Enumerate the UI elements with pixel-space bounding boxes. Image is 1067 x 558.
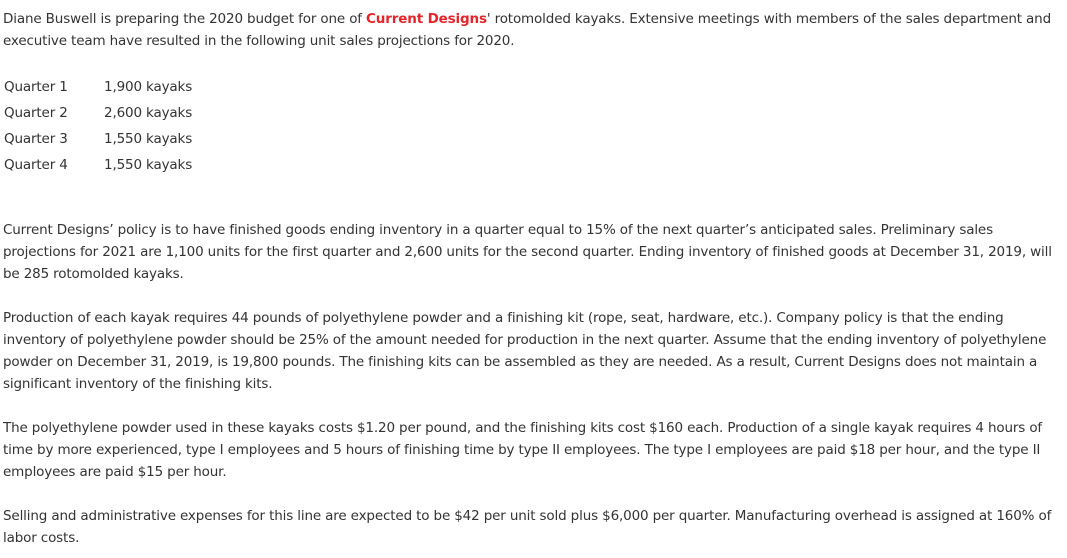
- costs-paragraph: The polyethylene powder used in these kayaks costs $1.20 per pound, and the finishing kits cost $160 each. Production of a single kayak requires 4 hours of time by more experienced, type I employees and 5 hours of finishing time by type II employees. The type I employees are paid $18 per hour, and the type II employees are paid $15 per hour.: [3, 420, 1043, 480]
- quarter-units: 1,550 kayaks: [104, 131, 193, 147]
- intro-paragraph: [3, 8, 1059, 52]
- intro-text-before: Diane Buswell is preparing the 2020 budget for one of: [3, 11, 367, 27]
- quarter-label: Quarter 3: [4, 131, 68, 147]
- quarter-label: Quarter 2: [4, 105, 68, 121]
- table-row: [4, 74, 192, 100]
- selling-expenses-paragraph: Selling and administrative expenses for this line are expected to be $42 per unit sold plus $6,000 per quarter. Manufacturing overhead is assigned at 160% of labor costs.: [3, 508, 1052, 546]
- company-name-highlight: Current Designs: [366, 11, 487, 27]
- production-paragraph: Production of each kayak requires 44 pounds of polyethylene powder and a finishing kit (rope, seat, hardware, etc.). Company policy is that the ending inventory of polyethylene powder should be 25% of the amount needed for production in the next quarter. Assume that the ending inventory of polyethylene powder on December 31, 2019, is 19,800 pounds. The finishing kits can be assembled as they are needed. As a result, Current Designs does not maintain a significant inventory of the finishing kits.: [3, 310, 1047, 392]
- quarter-label: Quarter 1: [4, 79, 68, 95]
- quarter-units: 1,550 kayaks: [104, 157, 193, 173]
- inventory-policy-paragraph: Current Designs’ policy is to have finished goods ending inventory in a quarter equal to 15% of the next quarter’s anticipated sales. Preliminary sales projections for 2021 are 1,100 units for the first quarter and 2,600 units for the second quarter. Ending inventory of finished goods at December 31, 2019, will be 285 rotomolded kayaks.: [3, 222, 1052, 282]
- quarter-units: 2,600 kayaks: [104, 105, 193, 121]
- quarter-units: 1,900 kayaks: [104, 79, 193, 95]
- intro-text-after: ' rotomolded kayaks. Extensive meetings with members of the sales department and executive team have resulted in the following unit sales projections for 2020.: [3, 11, 1051, 49]
- sales-projections-table: [4, 74, 192, 178]
- table-row: [4, 152, 192, 178]
- table-row: [4, 100, 192, 126]
- quarter-label: Quarter 4: [4, 157, 68, 173]
- table-row: [4, 126, 192, 152]
